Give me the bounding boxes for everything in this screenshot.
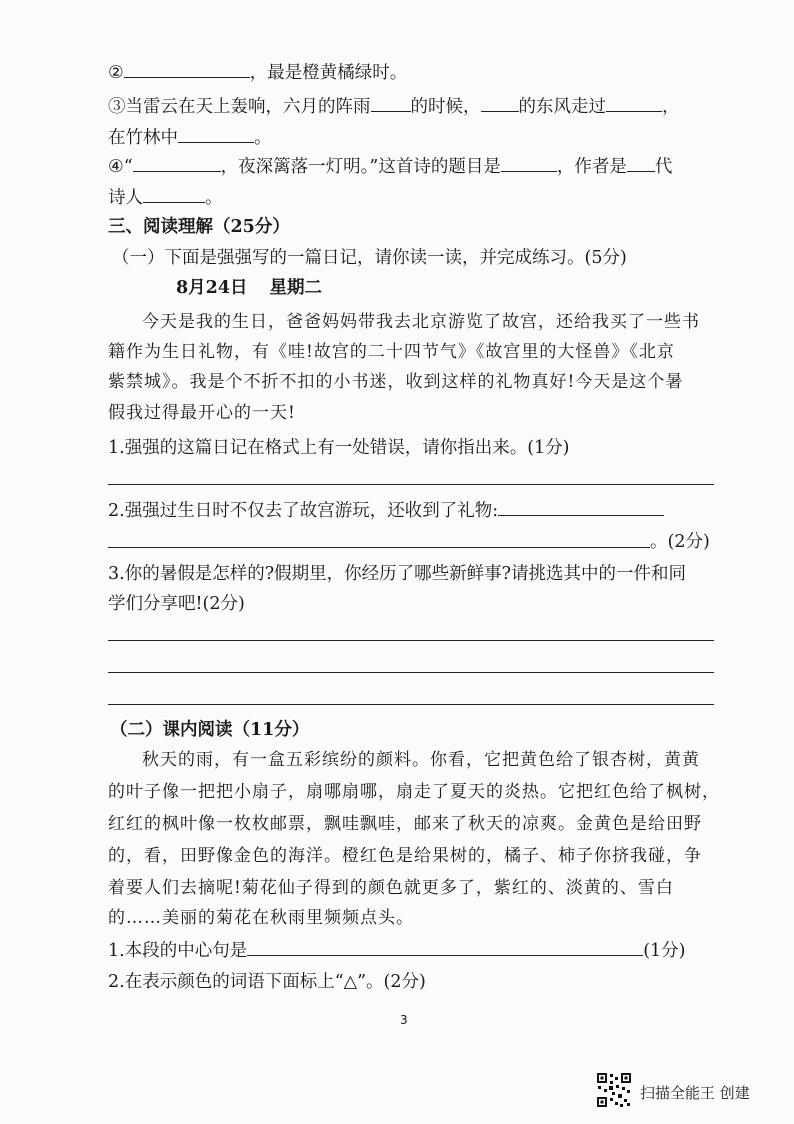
section-title: 三、阅读理解（25分）: [108, 217, 290, 237]
poem-text: 的时候，: [410, 97, 481, 117]
diary-date: 8月24日: [176, 278, 248, 298]
passage-line-4: 的，看，田野像金色的海洋。橙红色是给果树的，橘子、柿子你挤我碰，争: [108, 846, 702, 866]
question-score: (1分): [643, 941, 686, 961]
part1-title: （一）下面是强强写的一篇日记，请你读一读，并完成练习。(5分): [112, 248, 627, 268]
passage-line-3: 红红的枫叶像一枚枚邮票，飘哇飘哇，邮来了秋天的凉爽。金黄色是给田野: [108, 814, 702, 834]
question-3-line-2: 学们分享吧!(2分): [108, 594, 245, 614]
poem-text: ，作者是: [556, 157, 627, 177]
answer-blank[interactable]: [627, 154, 655, 172]
question-1: 1.强强的这篇日记在格式上有一处错误，请你指出来。(1分): [108, 438, 570, 458]
qr-code-icon: [596, 1072, 632, 1108]
answer-blank[interactable]: [143, 185, 205, 203]
answer-blank[interactable]: [371, 94, 411, 112]
item-number: ③: [108, 97, 126, 117]
part2-question-1: [108, 938, 686, 963]
poem-text: 。: [254, 128, 272, 148]
poem-text: 。: [205, 188, 223, 208]
scanner-watermark: 扫描全能王 创建: [640, 1084, 750, 1102]
answer-blank[interactable]: [124, 60, 250, 78]
diary-line-3: 紫禁城》。我是个不折不扣的小书迷，收到这样的礼物真好!今天是这个暑: [108, 372, 684, 392]
question-2: [108, 498, 664, 523]
poem-line-4: [108, 154, 672, 179]
answer-blank[interactable]: [247, 938, 643, 956]
diary-line-2: 籍作为生日礼物，有《哇!故宫的二十四节气》《故宫里的大怪兽》《北京: [108, 342, 675, 362]
passage-line-5: 着要人们去摘呢!菊花仙子得到的颜色就更多了，紫红的、淡黄的、雪白: [108, 878, 674, 898]
diary-line-1: 今天是我的生日，爸爸妈妈带我去北京游览了故宫，还给我买了一些书: [142, 312, 700, 332]
item-number: ②: [108, 63, 124, 83]
answer-blank[interactable]: [133, 154, 221, 172]
answer-line[interactable]: [108, 547, 650, 548]
poem-line-4b: [108, 185, 223, 210]
part2-title: （二）课内阅读（11分）: [110, 720, 310, 740]
answer-blank[interactable]: [178, 125, 254, 143]
poem-text: 代: [654, 157, 673, 177]
diary-line-4: 假我过得最开心的一天!: [108, 403, 296, 423]
passage-line-2: 的叶子像一把把小扇子，扇哪扇哪，扇走了夏天的炎热。它把红色给了枫树，: [108, 782, 720, 802]
answer-line[interactable]: [108, 672, 714, 673]
passage-line-1: 秋天的雨，有一盒五彩缤纷的颜料。你看，它把黄色给了银杏树，黄黄: [142, 750, 700, 770]
passage-line-6: 的……美丽的菊花在秋雨里频频点头。: [108, 908, 414, 928]
item-number: ④: [108, 157, 124, 177]
question-text: 1.本段的中心句是: [108, 941, 248, 961]
poem-text: ，最是橙黄橘绿时。: [249, 63, 408, 83]
poem-text: 的东风走过: [518, 97, 606, 117]
answer-blank[interactable]: [501, 154, 557, 172]
poem-text: 在竹林中: [108, 128, 178, 148]
diary-weekday: 星期二: [269, 278, 323, 298]
question-text: 2.强强过生日时不仅去了故宫游玩，还收到了礼物:: [108, 501, 499, 521]
answer-blank[interactable]: [606, 94, 662, 112]
part2-question-2: 2.在表示颜色的词语下面标上“△”。(2分): [108, 972, 426, 992]
poem-line-2: [108, 60, 407, 85]
poem-text: “: [123, 157, 133, 177]
question-2-score: 。(2分): [650, 532, 710, 552]
diary-date-line: [176, 276, 322, 300]
answer-blank[interactable]: [498, 498, 664, 516]
poem-text: ，: [662, 97, 680, 117]
poem-line-3: [108, 94, 680, 119]
answer-line[interactable]: [108, 484, 714, 485]
answer-line[interactable]: [108, 640, 714, 641]
answer-blank[interactable]: [481, 94, 519, 112]
poem-line-3b: [108, 125, 272, 150]
poem-text: 诗人: [108, 188, 143, 208]
answer-line[interactable]: [108, 704, 714, 705]
page-number: 3: [400, 1013, 408, 1027]
poem-text: 当雷云在天上轰响，六月的阵雨: [125, 97, 371, 117]
question-3-line-1: 3.你的暑假是怎样的?假期里，你经历了哪些新鲜事?请挑选其中的一件和同: [108, 564, 686, 584]
poem-text: ，夜深篱落一灯明。”这首诗的题目是: [220, 157, 501, 177]
